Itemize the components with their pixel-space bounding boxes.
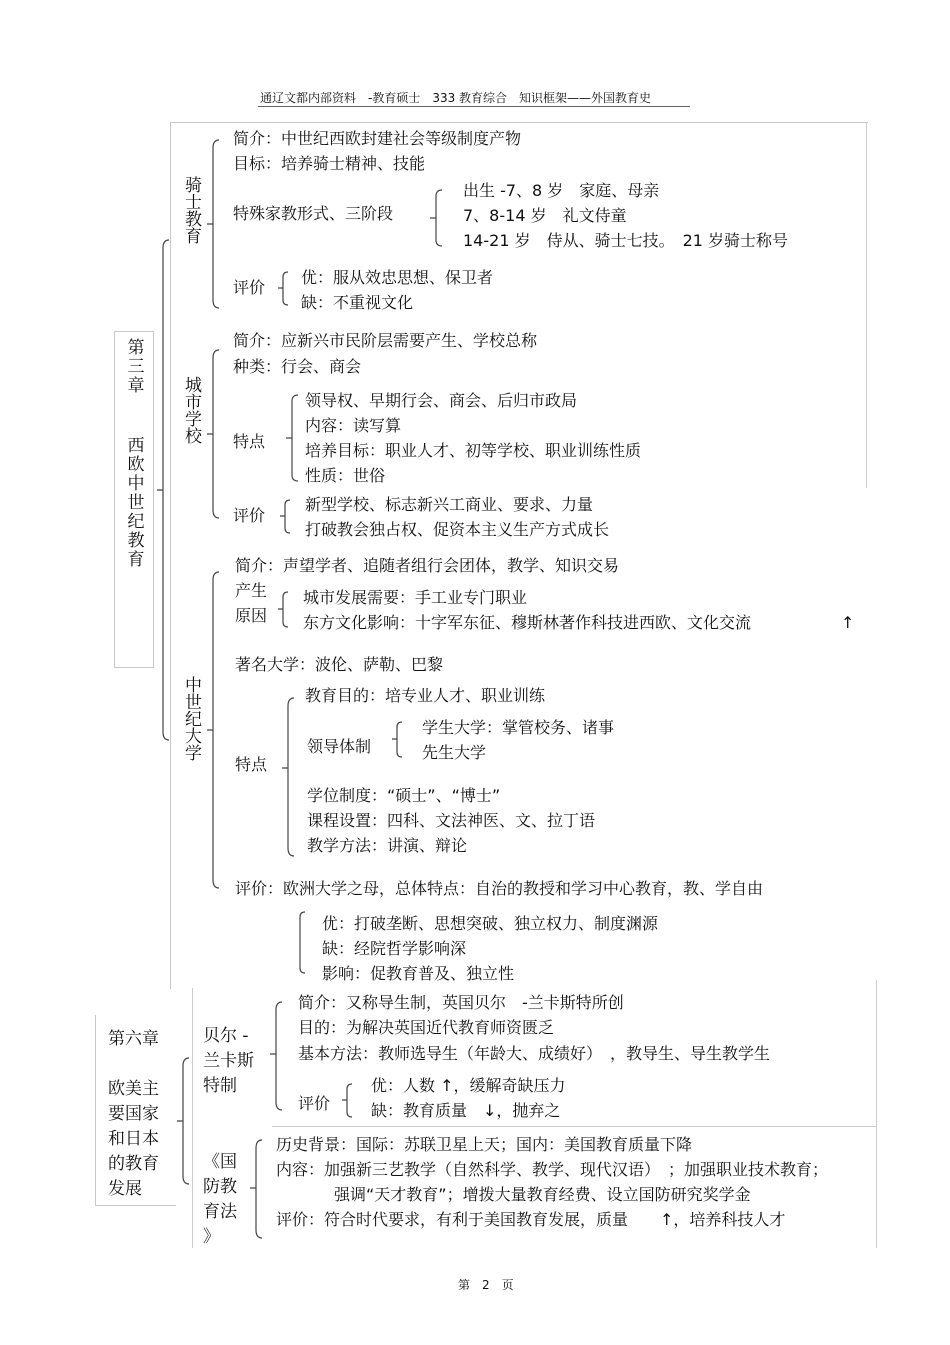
chapter6-subtitle-4: 的教育 xyxy=(108,1154,159,1174)
univ-origin-bracket xyxy=(278,592,292,628)
defense-top-rule xyxy=(272,1126,876,1127)
bell-title-1: 贝尔 - xyxy=(203,1026,249,1046)
univ-title: 中世纪大学 xyxy=(181,676,201,761)
chapter6-subtitle-1: 欧美主 xyxy=(108,1079,159,1099)
bell-eval-label: 评价 xyxy=(298,1094,331,1113)
univ-course: 课程设置：四科、文法神医、文、拉丁语 xyxy=(307,811,596,830)
city-feature-1: 领导权、早期行会、商会、后归市政局 xyxy=(305,391,578,410)
city-eval-label: 评价 xyxy=(233,506,266,525)
chapter6-bracket xyxy=(175,1058,195,1184)
knight-stage-bracket xyxy=(430,190,450,248)
up-arrow-icon: ↑ xyxy=(841,613,855,632)
city-feature-label: 特点 xyxy=(233,432,266,451)
univ-lead-2: 先生大学 xyxy=(422,743,487,762)
city-intro: 简介：应新兴市民阶层需要产生、学校总称 xyxy=(233,331,538,350)
bell-eval-pro: 优：人数 ↑，缓解奇缺压力 xyxy=(371,1076,566,1095)
knight-bracket xyxy=(205,140,225,310)
chapter6-subtitle-3: 和日本 xyxy=(108,1129,159,1149)
knight-intro: 简介：中世纪西欧封建社会等级制度产物 xyxy=(233,129,522,148)
defense-title-4: 》 xyxy=(203,1227,220,1247)
bell-intro: 简介：又称导生制，英国贝尔 -兰卡斯特所创 xyxy=(298,993,624,1012)
chapter6-label: 第六章 xyxy=(108,1029,159,1049)
bell-bracket xyxy=(268,1002,288,1112)
univ-origin-label-1: 产生 xyxy=(235,581,268,600)
univ-lead-bracket xyxy=(392,722,406,758)
city-types: 种类：行会、商会 xyxy=(233,357,362,376)
city-title: 城市学校 xyxy=(181,376,201,444)
univ-eval-pro: 优：打破垄断、思想突破、独立权力、制度渊源 xyxy=(322,914,659,933)
defense-eval: 评价：符合时代要求，有利于美国教育发展，质量 ↑，培养科技人才 xyxy=(276,1210,786,1229)
univ-eval-bracket xyxy=(295,912,309,974)
city-eval-1: 新型学校、标志新兴工商业、要求、力量 xyxy=(305,495,594,514)
univ-origin-label-2: 原因 xyxy=(235,606,268,625)
defense-background: 历史背景：国际：苏联卫星上天；国内：美国教育质量下降 xyxy=(276,1135,693,1154)
univ-eval-con: 缺：经院哲学影响深 xyxy=(322,939,467,958)
page-header: 通辽文都内部资料 -教育硕士 333 教育综合 知识框架——外国教育史 xyxy=(260,91,652,105)
city-eval-2: 打破教会独占权、促资本主义生产方式成长 xyxy=(305,520,610,539)
defense-title-2: 防教 xyxy=(203,1177,237,1197)
univ-intro: 简介：声望学者、追随者组行会团体，教学、知识交易 xyxy=(235,556,620,575)
frame-right-upper xyxy=(866,122,867,488)
univ-feature-goal: 教育目的：培专业人才、职业训练 xyxy=(305,686,546,705)
bell-eval-bracket xyxy=(342,1084,356,1118)
defense-content-2: 强调“天才教育”；增拨大量教育经费、设立国防研究奖学金 xyxy=(334,1185,751,1204)
city-bracket xyxy=(205,350,225,520)
city-eval-bracket xyxy=(280,500,294,534)
page-number: 第 2 页 xyxy=(458,1278,514,1292)
knight-title: 骑士教育 xyxy=(181,176,201,244)
chapter6-subtitle-2: 要国家 xyxy=(108,1104,159,1124)
univ-method: 教学方法：讲演、辩论 xyxy=(307,836,468,855)
header-rule xyxy=(258,106,690,107)
univ-lead-1: 学生大学：掌管校务、诸事 xyxy=(422,718,615,737)
knight-stage-3: 14-21 岁 侍从、骑士七技。 21 岁骑士称号 xyxy=(463,231,789,250)
city-feature-4: 性质：世俗 xyxy=(305,466,386,485)
knight-eval-label: 评价 xyxy=(233,278,266,297)
defense-content: 内容：加强新三艺教学（自然科学、教学、现代汉语） ；加强职业技术教育； xyxy=(276,1160,829,1179)
chapter3-bracket xyxy=(155,240,175,740)
chapter3-label: 第三章 xyxy=(123,338,144,395)
univ-feature-label: 特点 xyxy=(235,755,268,774)
chapter3-subtitle: 西欧中世纪教育 xyxy=(123,436,144,569)
knight-eval-con: 缺：不重视文化 xyxy=(301,293,414,312)
bell-method: 基本方法：教师选导生（年龄大、成绩好） ，教导生、导生教学生 xyxy=(298,1044,771,1063)
bell-eval-con: 缺：教育质量 ↓，抛弃之 xyxy=(371,1101,561,1120)
univ-eval: 评价：欧洲大学之母，总体特点：自治的教授和学习中心教育，教、学自由 xyxy=(235,879,764,898)
univ-feature-bracket xyxy=(280,698,298,858)
city-feature-bracket xyxy=(286,395,302,483)
defense-title-1: 《国 xyxy=(203,1152,237,1172)
defense-bracket xyxy=(248,1140,268,1240)
knight-eval-pro: 优：服从效忠思想、保卫者 xyxy=(301,268,494,287)
univ-degree: 学位制度：“硕士”、“博士” xyxy=(307,786,501,805)
univ-lead-label: 领导体制 xyxy=(307,737,372,756)
univ-eval-influence: 影响：促教育普及、独立性 xyxy=(322,964,515,983)
city-feature-3: 培养目标：职业人才、初等学校、职业训练性质 xyxy=(305,441,642,460)
knight-form: 特殊家教形式、三阶段 xyxy=(233,204,394,223)
univ-bracket xyxy=(205,572,225,892)
bell-title-3: 特制 xyxy=(203,1076,237,1096)
knight-stage-2: 7、8-14 岁 礼文侍童 xyxy=(463,206,627,225)
city-feature-2: 内容：读写算 xyxy=(305,416,402,435)
univ-origin-2: 东方文化影响：十字军东征、穆斯林著作科技进西欧、文化交流 xyxy=(303,613,752,632)
frame-right-lower xyxy=(876,980,877,1248)
bell-title-2: 兰卡斯 xyxy=(203,1051,254,1071)
knight-goal: 目标：培养骑士精神、技能 xyxy=(233,154,426,173)
defense-title-3: 育法 xyxy=(203,1202,237,1222)
bell-goal: 目的：为解决英国近代教育师资匮乏 xyxy=(298,1018,555,1037)
knight-stage-1: 出生 -7、8 岁 家庭、母亲 xyxy=(463,181,660,200)
univ-famous: 著名大学：波伦、萨勒、巴黎 xyxy=(235,655,444,674)
chapter6-subtitle-5: 发展 xyxy=(108,1179,142,1199)
univ-origin-1: 城市发展需要：手工业专门职业 xyxy=(303,588,528,607)
knight-eval-bracket xyxy=(278,272,292,306)
